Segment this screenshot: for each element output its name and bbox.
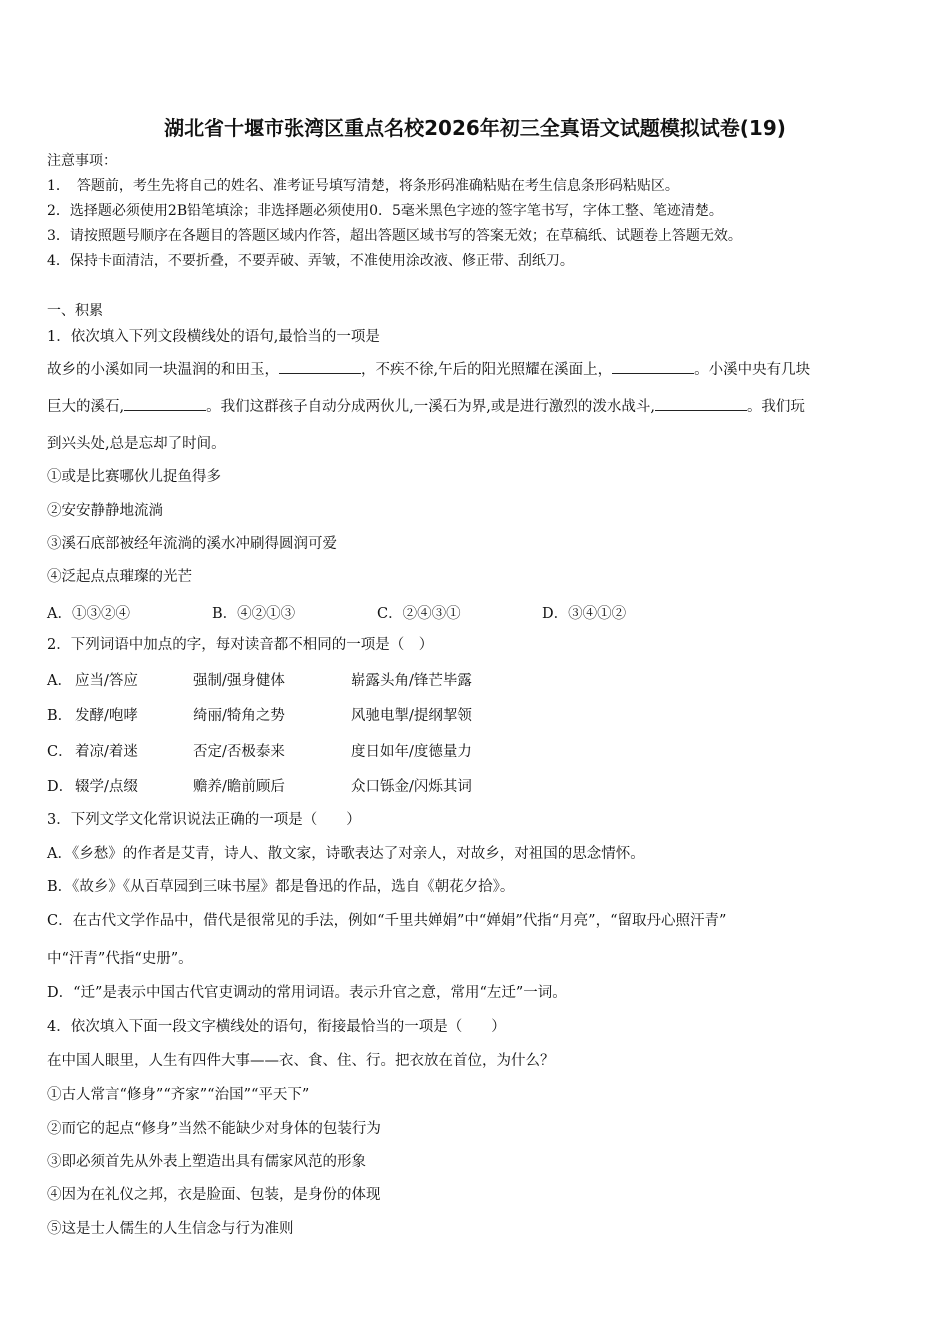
q1-text: 到兴头处,总是忘却了时间。	[47, 436, 226, 452]
q2-option-word: 绮丽/犄角之势	[193, 708, 285, 724]
q4-item: ⑤这是士人儒生的人生信念与行为准则	[47, 1221, 294, 1237]
q2-option-word: 发酵/咆哮	[75, 708, 138, 724]
q1-text: 故乡的小溪如同一块温润的和田玉，	[47, 362, 279, 378]
q1-text: 。我们玩	[746, 399, 805, 415]
q3-option-b: B．《故乡》《从百草园到三味书屋》都是鲁迅的作品，选自《朝花夕拾》。	[47, 879, 515, 895]
q2-option-word: 众口铄金/闪烁其词	[351, 779, 472, 795]
notice-heading: 注意事项：	[47, 153, 117, 169]
q2-option-word: 强制/强身健体	[193, 673, 285, 689]
q1-passage-line-2	[47, 398, 805, 416]
answer-blank	[612, 361, 694, 374]
answer-blank	[124, 398, 206, 411]
notice-item: 4．保持卡面清洁，不要折叠，不要弄破、弄皱，不准使用涂改液、修正带、刮纸刀。	[47, 253, 574, 269]
section-heading: 一、积累	[47, 303, 103, 319]
q3-stem: 3．下列文学文化常识说法正确的一项是（ ）	[47, 812, 361, 828]
q2-option-label: A．	[47, 673, 72, 689]
notice-item: 1． 答题前，考生先将自己的姓名、准考证号填写清楚，将条形码准确粘贴在考生信息条形码粘贴区。	[47, 178, 679, 194]
q3-option-a: A．《乡愁》的作者是艾青，诗人、散文家，诗歌表达了对亲人，对故乡，对祖国的思念情怀。	[47, 846, 645, 862]
q2-option-word: 辍学/点缀	[75, 779, 138, 795]
q2-option-word: 崭露头角/锋芒毕露	[351, 673, 472, 689]
q1-option-a: A．①③②④	[47, 606, 130, 622]
q1-item: ②安安静静地流淌	[47, 503, 163, 519]
answer-blank	[279, 361, 361, 374]
q1-text: 。小溪中央有几块	[694, 362, 811, 378]
q1-option-d: D．③④①②	[542, 606, 627, 622]
answer-blank	[655, 398, 747, 411]
q3-option-c: C．在古代文学作品中，借代是很常见的手法，例如“千里共婵娟”中“婵娟”代指“月亮”，“留取丹心照汗青”	[47, 913, 727, 929]
q2-option-label: B．	[47, 708, 73, 724]
q4-item: ③即必须首先从外表上塑造出具有儒家风范的形象	[47, 1154, 366, 1170]
q2-option-label: D．	[47, 779, 74, 795]
q1-option-b: B．④②①③	[212, 606, 296, 622]
q2-option-word: 赡养/瞻前顾后	[193, 779, 285, 795]
q1-item: ①或是比赛哪伙儿捉鱼得多	[47, 469, 221, 485]
q2-option-label: C．	[47, 744, 73, 760]
q1-stem: 1．依次填入下列文段横线处的语句,最恰当的一项是	[47, 329, 380, 345]
notice-item: 2．选择题必须使用2B铅笔填涂；非选择题必须使用0．5毫米黑色字迹的签字笔书写，字体工整、笔迹清楚。	[47, 203, 723, 219]
q1-text: 巨大的溪石,	[47, 399, 125, 415]
q1-item: ④泛起点点璀璨的光芒	[47, 569, 192, 585]
q1-passage-line-1	[47, 361, 810, 379]
q2-option-word: 着凉/着迷	[75, 744, 138, 760]
q2-option-word: 度日如年/度德量力	[351, 744, 472, 760]
q1-text: ，不疾不徐,午后的阳光照耀在溪面上，	[361, 362, 613, 378]
q4-item: ②而它的起点“修身”当然不能缺少对身体的包装行为	[47, 1121, 381, 1137]
q3-option-c-cont: 中“汗青”代指“史册”。	[47, 951, 193, 967]
notice-item: 3．请按照题号顺序在各题目的答题区域内作答，超出答题区域书写的答案无效；在草稿纸、试题卷上答题无效。	[47, 228, 742, 244]
q4-item: ④因为在礼仪之邦，衣是脸面、包装，是身份的体现	[47, 1187, 381, 1203]
q1-text: 。我们这群孩子自动分成两伙儿,一溪石为界,或是进行激烈的泼水战斗,	[206, 399, 655, 415]
q4-item: ①古人常言“修身”“齐家”“治国”“平天下”	[47, 1087, 310, 1103]
page-title: 湖北省十堰市张湾区重点名校2026年初三全真语文试题模拟试卷(19)	[164, 116, 786, 140]
q1-item: ③溪石底部被经年流淌的溪水冲刷得圆润可爱	[47, 536, 337, 552]
q2-option-word: 否定/否极泰来	[193, 744, 285, 760]
q3-option-d: D．“迁”是表示中国古代官吏调动的常用词语。表示升官之意，常用“左迁”一词。	[47, 985, 567, 1001]
q2-option-word: 应当/答应	[75, 673, 138, 689]
q2-option-word: 风驰电掣/提纲挈领	[351, 708, 472, 724]
q4-stem: 4．依次填入下面一段文字横线处的语句，衔接最恰当的一项是（ ）	[47, 1019, 506, 1035]
q4-intro: 在中国人眼里，人生有四件大事——衣、食、住、行。把衣放在首位，为什么？	[47, 1053, 555, 1069]
q2-stem: 2．下列词语中加点的字，每对读音都不相同的一项是（ ）	[47, 637, 434, 653]
q1-option-c: C．②④③①	[377, 606, 461, 622]
